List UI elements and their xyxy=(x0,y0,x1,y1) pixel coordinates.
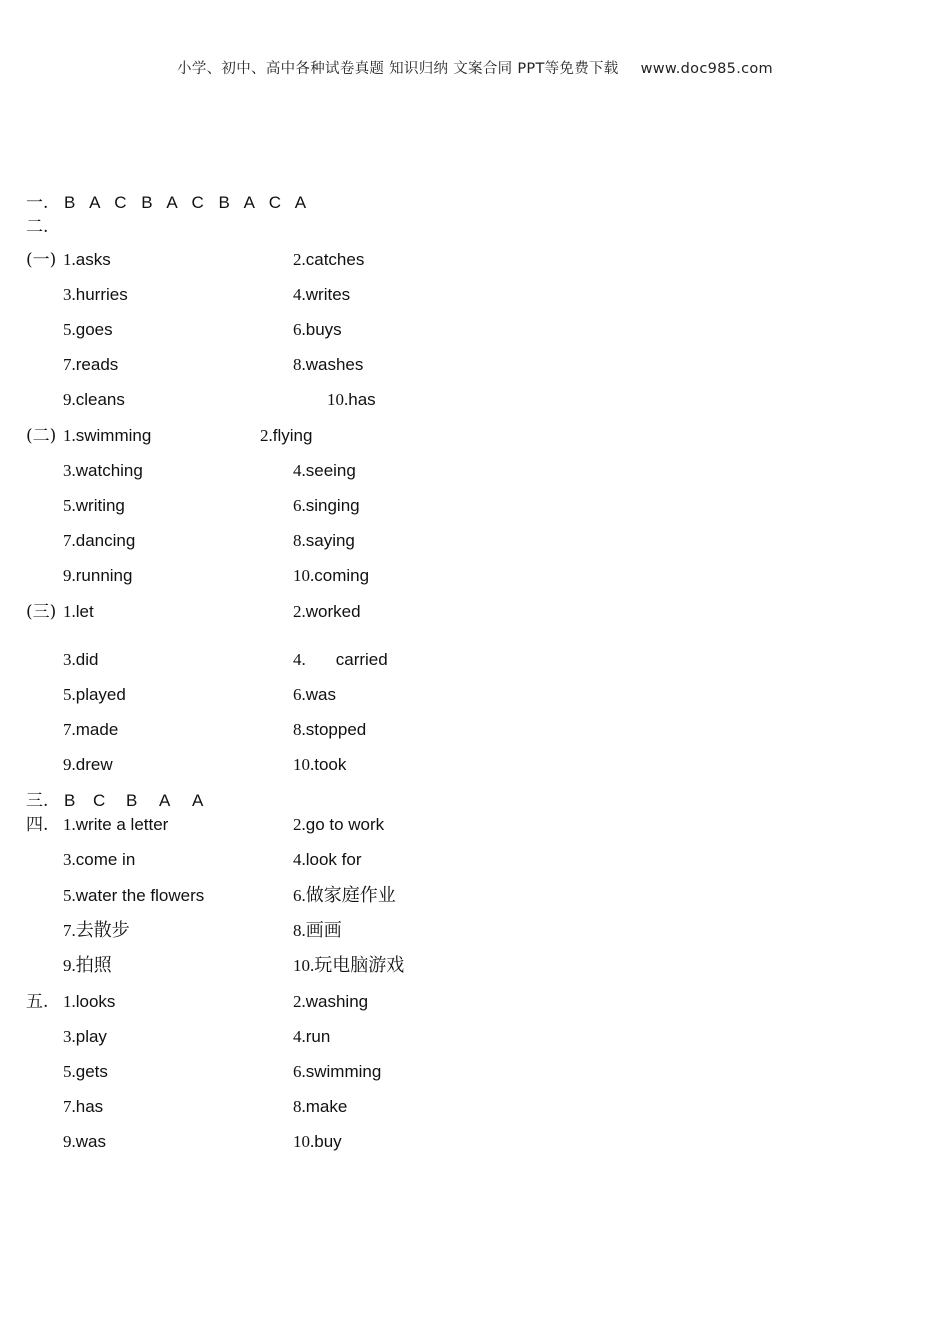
answer-item: 4.writes xyxy=(293,285,351,304)
answer-item: 8.saying xyxy=(293,531,355,550)
answer-item: 1.looks xyxy=(63,992,116,1011)
answer-item: 2.worked xyxy=(293,602,361,621)
answer-item: 3.play xyxy=(63,1027,107,1046)
answer-item: 2.catches xyxy=(293,250,365,269)
answer-item: 3.hurries xyxy=(63,285,128,304)
part-3-label: (三) xyxy=(26,602,57,622)
answer-item: 9.cleans xyxy=(63,390,125,409)
answer-item: 8.stopped xyxy=(293,720,367,739)
header-text: 小学、初中、高中各种试卷真题 知识归纳 文案合同 PPT等免费下载 xyxy=(177,61,619,77)
section-3-answer: C xyxy=(93,791,106,810)
section-3-answer: B xyxy=(126,791,138,810)
answer-item: 2.flying xyxy=(260,426,313,445)
answer-item: 2.go to work xyxy=(293,815,385,834)
answer-item: 3.watching xyxy=(63,461,143,480)
answer-item: 8.washes xyxy=(293,355,364,374)
answer-item: 1.let xyxy=(63,602,94,621)
answer-item: 1.write a letter xyxy=(63,815,169,834)
answer-item: 6.buys xyxy=(293,320,342,339)
answer-item: 2.washing xyxy=(293,992,369,1011)
section-3-answer: B xyxy=(64,791,76,810)
answer-item: 9.drew xyxy=(63,755,113,774)
answer-item: 9.was xyxy=(63,1132,106,1151)
answer-item: 8.画画 xyxy=(293,920,342,941)
answer-item: 1.swimming xyxy=(63,426,152,445)
answer-item: 1.asks xyxy=(63,250,111,269)
section-1-answers: B A C B A C B A C A xyxy=(64,193,312,212)
answer-item: 3.did xyxy=(63,650,99,669)
answer-item: 6.was xyxy=(293,685,336,704)
section-3-label: 三. xyxy=(26,791,49,811)
answer-item: 9.拍照 xyxy=(63,955,112,976)
answer-item: 10.took xyxy=(293,755,347,774)
answer-item: 5.writing xyxy=(63,496,125,515)
header-site: www.doc985.com xyxy=(640,61,773,77)
answer-item: 7.has xyxy=(63,1097,104,1116)
section-1-label: 一. xyxy=(26,193,49,213)
answer-item: 7.去散步 xyxy=(63,920,130,941)
answer-item: 8.make xyxy=(293,1097,348,1116)
answer-item: 10.coming xyxy=(293,566,370,585)
section-3-answer: A xyxy=(192,791,204,810)
answer-item: 3.come in xyxy=(63,850,136,869)
page-header xyxy=(0,57,950,78)
part-1-label: (一) xyxy=(26,250,57,270)
answer-item: 4. carried xyxy=(293,650,388,669)
answer-item: 4.seeing xyxy=(293,461,356,480)
answer-item: 10.玩电脑游戏 xyxy=(293,955,405,976)
answer-item: 5.gets xyxy=(63,1062,108,1081)
answer-item: 5.played xyxy=(63,685,126,704)
answer-item: 10.has xyxy=(327,390,376,409)
section-3-answer: A xyxy=(159,791,171,810)
answer-item: 4.look for xyxy=(293,850,362,869)
answer-item: 6.swimming xyxy=(293,1062,382,1081)
section-5-label: 五. xyxy=(26,992,49,1012)
answer-item: 5.goes xyxy=(63,320,113,339)
answer-item: 9.running xyxy=(63,566,133,585)
section-2-label: 二. xyxy=(26,217,49,237)
part-2-label: (二) xyxy=(26,426,57,446)
section-4-label: 四. xyxy=(26,815,49,835)
answer-item: 7.dancing xyxy=(63,531,136,550)
answer-item: 7.reads xyxy=(63,355,119,374)
answer-item: 7.made xyxy=(63,720,119,739)
answer-item: 10.buy xyxy=(293,1132,342,1151)
answer-item: 6.做家庭作业 xyxy=(293,885,396,906)
answer-item: 6.singing xyxy=(293,496,360,515)
answer-item: 4.run xyxy=(293,1027,331,1046)
answer-item: 5.water the flowers xyxy=(63,886,205,905)
